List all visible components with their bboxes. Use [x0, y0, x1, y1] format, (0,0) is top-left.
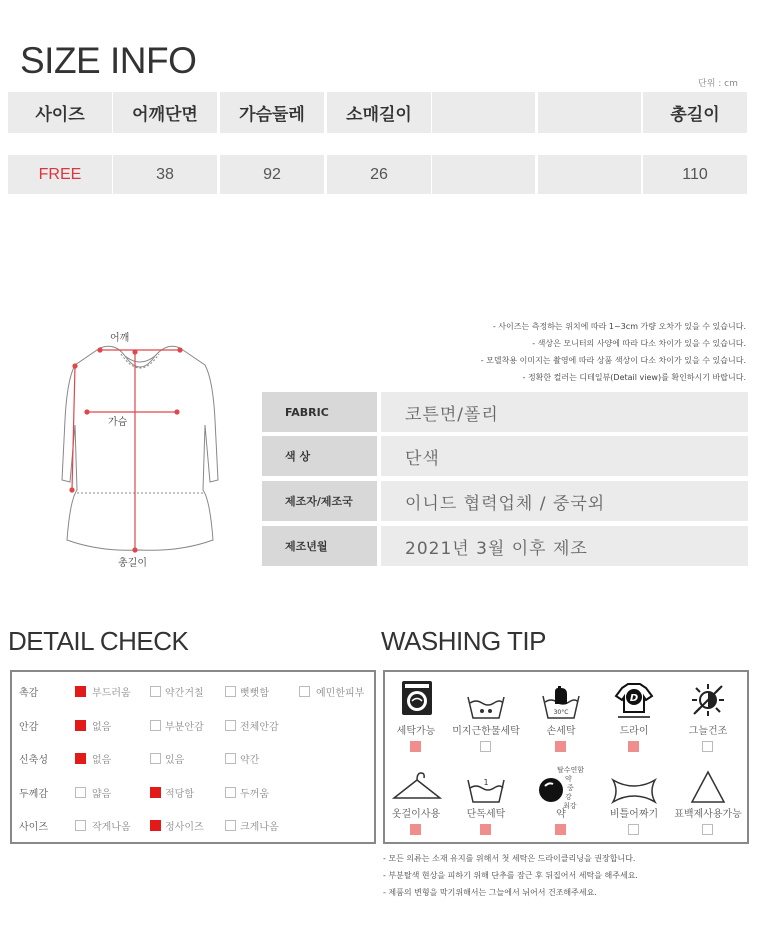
detail-option-label: 없음	[92, 755, 112, 766]
chest-label: 가슴	[108, 417, 128, 428]
detail-option-label: 뻣뻣함	[240, 688, 269, 699]
detail-row-label: 안감	[19, 721, 39, 733]
manufacturer-label: 제조자/제조국	[262, 481, 377, 521]
washing-label: 비틀어짜기	[609, 809, 659, 820]
detail-option-label: 정사이즈	[165, 822, 204, 833]
size-header-cell	[432, 92, 535, 133]
detail-option-label: 약간거칠	[165, 688, 204, 699]
detail-checkbox[interactable]	[225, 820, 236, 831]
fabric-label: FABRIC	[262, 392, 377, 432]
detail-option-label: 전체안감	[240, 721, 279, 733]
washing-checkbox[interactable]	[628, 741, 639, 752]
washing-label: 세탁가능	[396, 726, 436, 737]
washing-label: 손세탁	[546, 726, 576, 737]
washing-label: 미지근한물세탁	[452, 726, 520, 737]
detail-checkbox[interactable]	[75, 787, 86, 798]
detail-checkbox[interactable]	[225, 686, 236, 697]
washing-checkbox[interactable]	[480, 741, 491, 752]
detail-option-label: 약간	[240, 755, 260, 766]
washing-checkbox[interactable]	[480, 824, 491, 835]
size-header-cell: 총길이	[643, 92, 747, 133]
detail-option-label: 얇음	[92, 788, 112, 800]
size-value-cell: 110	[643, 155, 747, 194]
detail-checkbox[interactable]	[75, 686, 86, 697]
shoulder-label: 어깨	[110, 333, 130, 344]
size-header-cell: 소매길이	[327, 92, 431, 133]
detail-checkbox[interactable]	[299, 686, 310, 697]
detail-checkbox[interactable]	[225, 753, 236, 764]
detail-checkbox[interactable]	[225, 787, 236, 798]
washing-machine-icon	[401, 680, 433, 716]
size-info-title: SIZE INFO	[20, 40, 197, 81]
washing-checkbox[interactable]	[702, 824, 713, 835]
unit-label: 단위 : cm	[698, 79, 738, 89]
washing-label: 그늘건조	[688, 726, 728, 737]
fabric-value: 코튼면/폴리	[381, 392, 748, 432]
separate-wash-number: 1	[483, 778, 489, 787]
detail-checkbox[interactable]	[75, 753, 86, 764]
washing-label: 옷걸이사용	[391, 809, 441, 820]
detail-option-label: 없음	[92, 721, 112, 733]
size-value-cell: 26	[327, 155, 431, 194]
detail-row-label: 두께감	[19, 788, 48, 800]
detail-checkbox[interactable]	[150, 686, 161, 697]
color-row	[262, 436, 748, 476]
bleach-icon	[690, 770, 726, 804]
note-1: - 사이즈는 측정하는 위치에 따라 1~3cm 가량 오차가 있을 수 있습니다.	[492, 322, 746, 331]
wash-note-1: - 모든 의류는 소재 유지를 위해서 첫 세탁은 드라이클리닝을 권장합니다.	[383, 854, 636, 863]
detail-checkbox[interactable]	[75, 820, 86, 831]
washing-checkbox[interactable]	[410, 824, 421, 835]
wash-note-3: - 제품의 변형을 막기위해서는 그늘에서 뉘어서 건조해주세요.	[383, 888, 597, 897]
washing-checkbox[interactable]	[555, 824, 566, 835]
size-notes	[346, 321, 746, 389]
hand-wash-temp: 30°C	[553, 709, 569, 716]
hand-wash-icon	[541, 684, 581, 720]
detail-row-label: 사이즈	[19, 822, 48, 833]
dress-outline	[62, 346, 218, 550]
garment-diagram	[55, 330, 225, 570]
detail-row-label: 촉감	[19, 688, 39, 699]
size-value-cell: 92	[220, 155, 324, 194]
collar-line	[121, 354, 159, 368]
spin-text-5: 최강	[563, 802, 577, 810]
detail-option-label: 두꺼움	[240, 788, 269, 800]
lukewarm-wash-icon	[466, 694, 506, 720]
wring-icon	[611, 778, 657, 804]
detail-option-label: 적당함	[165, 788, 194, 800]
detail-checkbox[interactable]	[150, 753, 161, 764]
detail-option-label: 크게나옴	[240, 822, 279, 833]
detail-check-title: DETAIL CHECK	[8, 626, 189, 656]
size-value-cell	[538, 155, 641, 194]
washing-checkbox[interactable]	[410, 741, 421, 752]
detail-checkbox[interactable]	[225, 720, 236, 731]
detail-option-label: 부분안감	[165, 721, 204, 733]
washing-tip-title: WASHING TIP	[381, 626, 546, 656]
date-label: 제조년월	[262, 526, 377, 566]
detail-checkbox[interactable]	[150, 787, 161, 798]
size-header-cell: 가슴둘레	[220, 92, 324, 133]
size-header-cell: 사이즈	[8, 92, 112, 133]
detail-option-label: 부드러움	[92, 688, 131, 699]
size-value-cell: 38	[113, 155, 217, 194]
size-value-cell: FREE	[8, 155, 112, 194]
washing-label: 표백제사용가능	[674, 809, 742, 820]
color-label: 색 상	[262, 436, 377, 476]
detail-option-label: 작게나옴	[92, 822, 131, 833]
note-4: - 정확한 컬러는 디테일뷰(Detail view)를 확인하시기 바랍니다.	[522, 373, 746, 382]
color-value: 단색	[381, 436, 748, 476]
manufacturer-row	[262, 481, 748, 521]
spin-text-1: 탈수연함	[557, 766, 585, 774]
manufacturer-value: 이니드 협력업체 / 중국외	[381, 481, 748, 521]
size-value-cell	[432, 155, 535, 194]
washing-label: 약	[556, 809, 566, 820]
hanger-icon	[391, 770, 443, 804]
note-2: - 색상은 모니터의 사양에 따라 다소 차이가 있을 수 있습니다.	[532, 339, 746, 348]
detail-option-label: 예민한피부	[316, 688, 365, 699]
date-row	[262, 526, 748, 566]
wash-note-2: - 부분탈색 현상을 피하기 위해 단추를 잠근 후 뒤집어서 세탁을 해주세요.	[383, 871, 638, 880]
shade-dry-icon	[690, 682, 726, 718]
date-value: 2021년 3월 이후 제조	[381, 526, 748, 566]
detail-checkbox[interactable]	[75, 720, 86, 731]
detail-option-label: 있음	[165, 755, 185, 766]
washing-checkbox[interactable]	[628, 824, 639, 835]
washing-label: 단독세탁	[466, 809, 506, 820]
length-label: 총길이	[118, 558, 147, 569]
washing-checkbox[interactable]	[555, 741, 566, 752]
separate-wash-icon	[466, 776, 506, 804]
dry-clean-icon	[614, 680, 654, 720]
size-header-cell	[538, 92, 641, 133]
detail-checkbox[interactable]	[150, 820, 161, 831]
detail-row-label: 신축성	[19, 755, 48, 766]
washing-label: 드라이	[619, 726, 649, 737]
washing-checkbox[interactable]	[702, 741, 713, 752]
size-header-cell: 어깨단면	[113, 92, 217, 133]
note-3: - 모델착용 이미지는 촬영에 따라 상품 색상이 다소 차이가 있을 수 있습니다.	[480, 356, 746, 365]
dry-clean-letter: D	[629, 693, 639, 704]
detail-checkbox[interactable]	[150, 720, 161, 731]
spin-text-3: 중	[567, 784, 574, 792]
spin-text-4: 강	[565, 793, 572, 801]
spin-text-2: 약	[565, 775, 572, 783]
fabric-row	[262, 392, 748, 432]
